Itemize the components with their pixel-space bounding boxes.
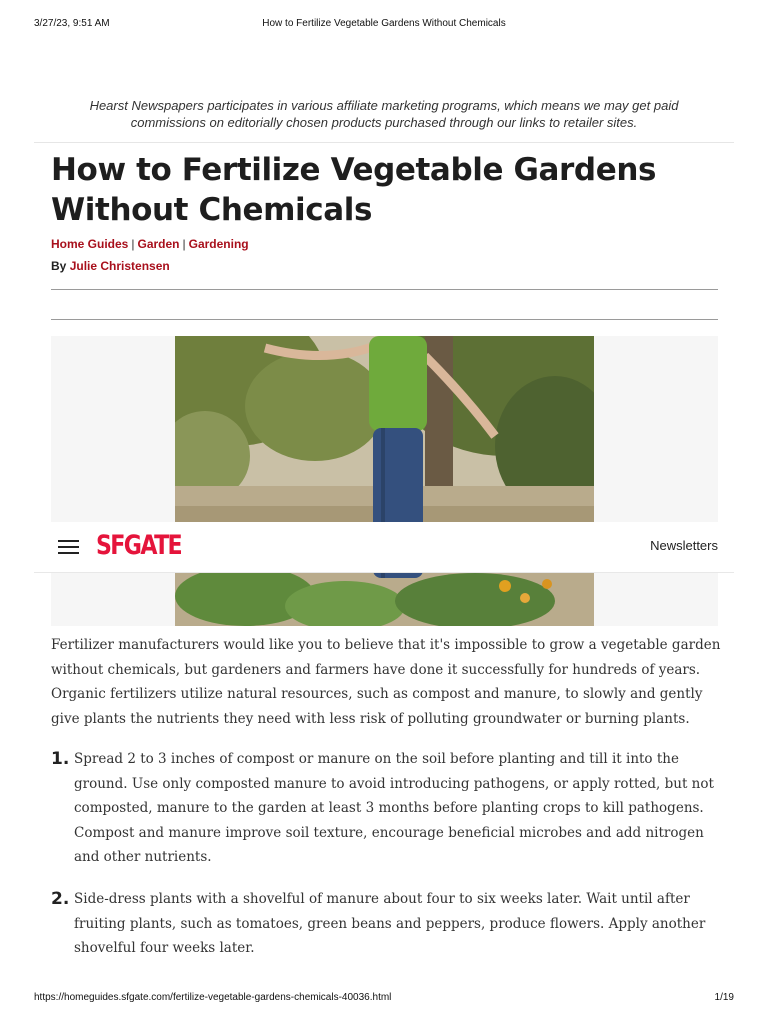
divider — [34, 142, 734, 143]
step-item — [51, 887, 723, 961]
step-number: 1. — [51, 749, 70, 769]
newsletters-link[interactable]: Newsletters — [650, 538, 718, 553]
article-intro-paragraph: Fertilizer manufacturers would like you to believe that it's impossible to grow a vegetable garden without chemicals, but gardeners and farmers have done it successfully for hundreds of years. Organic fertilizers utilize natural resources, such as compost and manure, to slowly and gently give plants the nutrients they need with less risk of polluting groundwater or burning plants. — [51, 637, 721, 727]
step-number: 2. — [51, 889, 70, 909]
print-title: How to Fertilize Vegetable Gardens Without Chemicals — [262, 18, 506, 29]
breadcrumb-garden[interactable]: Garden — [137, 237, 180, 251]
hero-photo-svg — [175, 336, 594, 626]
hamburger-menu-icon[interactable] — [58, 540, 79, 554]
step-text: Side-dress plants with a shovelful of manure about four to six weeks later. Wait until after fruiting plants, such as tomatoes, green beans and peppers, produce flowers. Apply another shovelful four weeks later. — [74, 891, 706, 957]
breadcrumb-separator: | — [131, 237, 135, 251]
breadcrumb — [51, 237, 249, 251]
breadcrumb-separator: | — [182, 237, 186, 251]
divider — [51, 289, 718, 290]
breadcrumb-home-guides[interactable]: Home Guides — [51, 237, 129, 251]
sfgate-logo[interactable]: SFGATE — [96, 530, 182, 561]
byline-prefix: By — [51, 259, 67, 273]
article-headline: How to Fertilize Vegetable Gardens Without Chemicals — [51, 152, 657, 228]
hero-image — [175, 336, 594, 626]
print-page-number: 1/19 — [714, 992, 734, 1003]
breadcrumb-gardening[interactable]: Gardening — [188, 237, 249, 251]
byline — [51, 259, 170, 273]
print-url: https://homeguides.sfgate.com/fertilize-vegetable-gardens-chemicals-40036.html — [34, 992, 392, 1003]
step-item — [51, 747, 723, 870]
author-link[interactable]: Julie Christensen — [69, 259, 170, 273]
affiliate-disclaimer: Hearst Newspapers participates in various affiliate marketing programs, which means we may get paid commissions on editorially chosen products purchased through our links to retailer sites. — [89, 98, 679, 130]
sticky-site-header — [34, 522, 734, 573]
print-date: 3/27/23, 9:51 AM — [34, 18, 110, 29]
step-text: Spread 2 to 3 inches of compost or manure on the soil before planting and till it into the ground. Use only composted manure to avoid introducing pathogens, or apply rotted, but not composted, manure to the garden at least 3 months before planting crops to kill pathogens. Compost and manure improve soil texture, encourage beneficial microbes and add nitrogen and other nutrients. — [74, 751, 714, 866]
divider — [51, 319, 718, 320]
